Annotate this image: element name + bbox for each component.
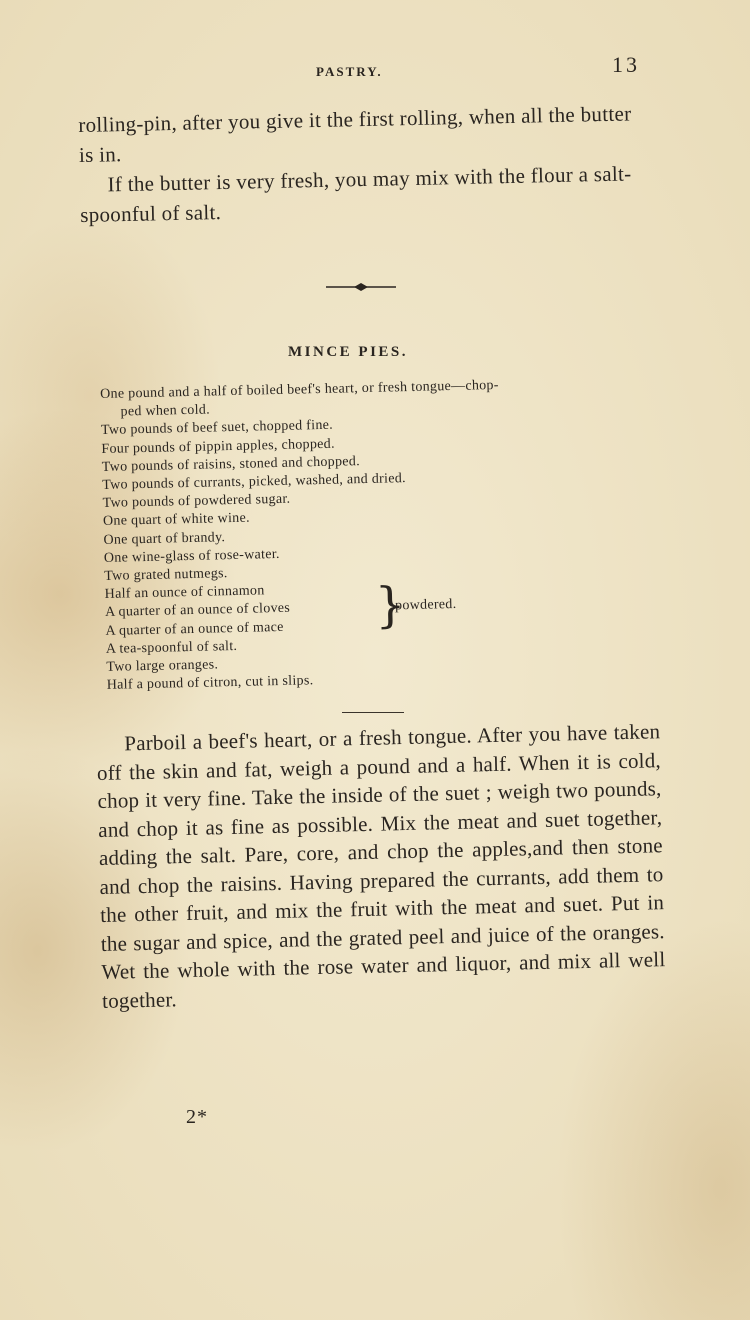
signature-mark: 2*	[186, 1106, 208, 1128]
recipe-title: MINCE PIES.	[288, 344, 409, 360]
ingredient-line: Two pounds of raisins, stoned and chopped.	[101, 453, 361, 475]
ingredient-line: Two pounds of currants, picked, washed, and dried.	[102, 471, 407, 493]
intro-paragraph: If the butter is very fresh, you may mix with the flour a salt-spoonful of salt.	[79, 161, 632, 227]
ingredient-line: Half an ounce of cinnamon	[104, 583, 265, 603]
recipe-directions	[96, 717, 666, 1015]
ingredient-line: Two large oranges.	[106, 657, 219, 675]
spices-note: powdered.	[394, 597, 457, 614]
ingredient-line: Four pounds of pippin apples, chopped.	[101, 436, 335, 457]
ingredient-line: Two pounds of beef suet, chopped fine.	[100, 418, 334, 439]
ingredient-line: A quarter of an ounce of cloves	[104, 601, 291, 621]
intro-text	[78, 98, 650, 230]
intro-paragraph: rolling-pin, after you give it the first rolling, when all the butter is in.	[78, 101, 632, 167]
ingredient-line: One quart of white wine.	[102, 511, 250, 530]
page-number: 13	[612, 52, 640, 77]
ingredient-line: ped when cold.	[120, 402, 211, 420]
section-ornament	[326, 280, 396, 294]
ingredient-line: One wine-glass of rose-water.	[103, 546, 280, 566]
ingredient-line: One quart of brandy.	[103, 529, 226, 548]
ingredient-line: A tea-spoonful of salt.	[105, 638, 238, 657]
ingredient-line: Two grated nutmegs.	[104, 566, 228, 584]
section-divider	[342, 712, 404, 713]
ingredient-line: One pound and a half of boiled beef's heart, or fresh tongue—chop-	[100, 377, 499, 402]
ingredient-line: Two pounds of powdered sugar.	[102, 491, 291, 512]
directions-paragraph: Parboil a beef's heart, or a fresh tongue. After you have taken off the skin and fat, weigh a pound and a half. When it is cold, chop it very fine. Take the inside of the suet ; weigh two pounds, and chop it as fine as possible. Mix the meat and suet together, adding the salt. Pare, core, and chop the apples,and then stone and chop the raisins. Having prepared the currants, add them to the other fruit, and mix the fruit with the meat and suet. Put in the sugar and spice, and the grated peel and juice of the oranges. Wet the whole with the rose water and liquor, and mix all well together.	[96, 719, 666, 1013]
ingredient-line: A quarter of an ounce of mace	[105, 619, 284, 639]
running-head: PASTRY.	[316, 64, 383, 79]
ingredient-list	[100, 373, 667, 695]
ingredient-line: Half a pound of citron, cut in slips.	[106, 673, 314, 694]
curly-brace: }	[374, 577, 407, 635]
